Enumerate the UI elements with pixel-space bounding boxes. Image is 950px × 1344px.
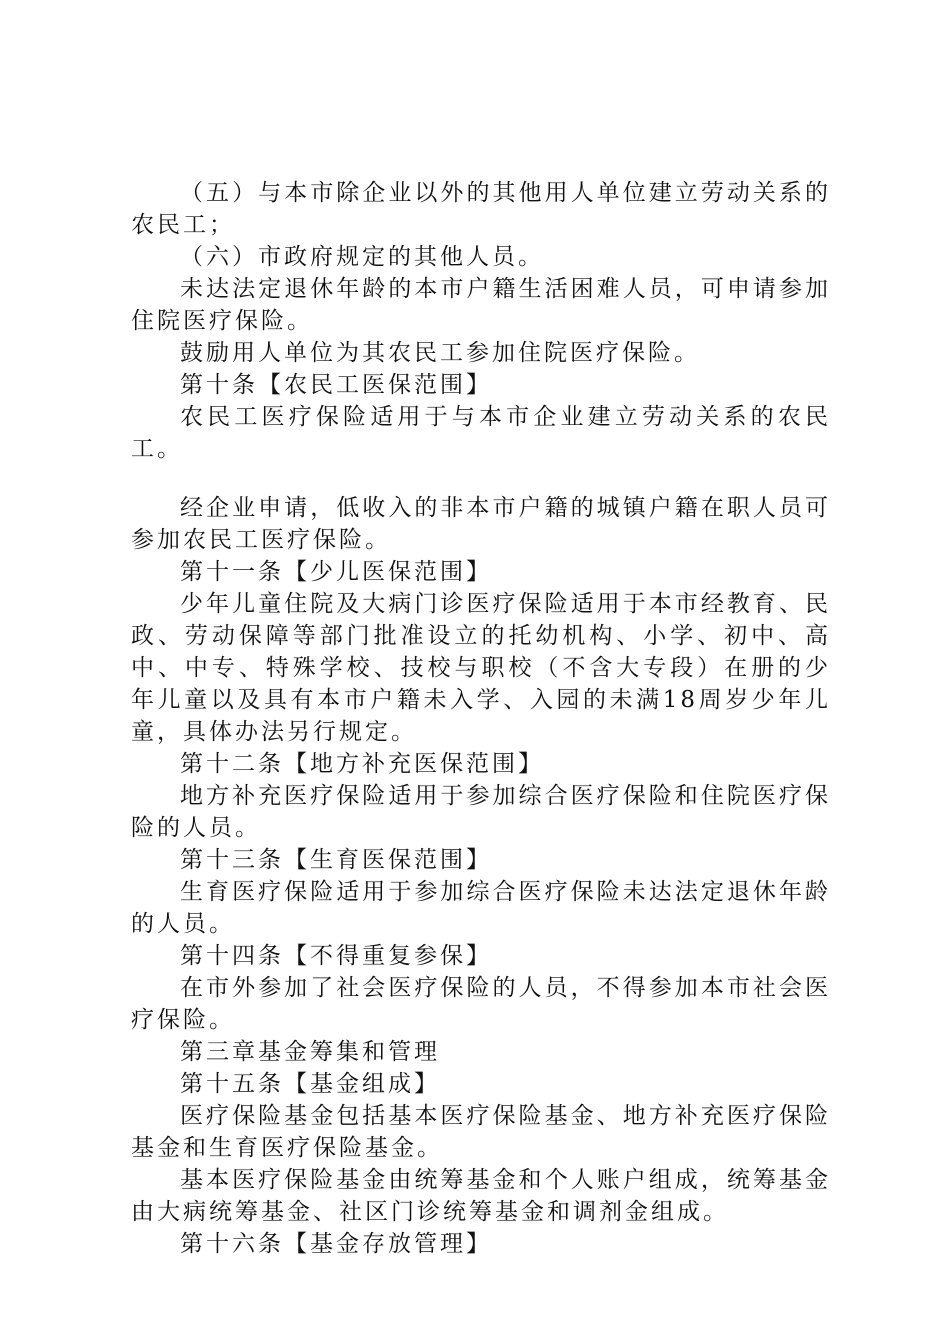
article-10-body: 农民工医疗保险适用于与本市企业建立劳动关系的农民工。 bbox=[131, 404, 831, 462]
article-15-body: 医疗保险基金包括基本医疗保险基金、地方补充医疗保险基金和生育医疗保险基金。 bbox=[131, 1103, 831, 1161]
article-10-body-2: 经企业申请，低收入的非本市户籍的城镇户籍在职人员可参加农民工医疗保险。 bbox=[131, 495, 831, 553]
article-16-heading: 第十六条【基金存放管理】 bbox=[180, 1231, 492, 1257]
paragraph-item-6: （六）市政府规定的其他人员。 bbox=[180, 244, 544, 270]
paragraph-gap bbox=[131, 465, 831, 492]
article-12-heading: 第十二条【地方补充医保范围】 bbox=[180, 751, 544, 777]
article-10-heading: 第十条【农民工医保范围】 bbox=[180, 372, 492, 398]
article-14-body: 在市外参加了社会医疗保险的人员，不得参加本市社会医疗保险。 bbox=[131, 975, 831, 1033]
article-13-body: 生育医疗保险适用于参加综合医疗保险未达法定退休年龄的人员。 bbox=[131, 879, 831, 937]
paragraph-hardship-residents: 未达法定退休年龄的本市户籍生活困难人员，可申请参加住院医疗保险。 bbox=[131, 276, 831, 334]
article-11-heading: 第十一条【少儿医保范围】 bbox=[180, 559, 492, 585]
article-13-heading: 第十三条【生育医保范围】 bbox=[180, 847, 492, 873]
paragraph-item-5: （五）与本市除企业以外的其他用人单位建立劳动关系的农民工； bbox=[131, 180, 831, 238]
paragraph-encourage-employers: 鼓励用人单位为其农民工参加住院医疗保险。 bbox=[180, 340, 700, 366]
article-12-body: 地方补充医疗保险适用于参加综合医疗保险和住院医疗保险的人员。 bbox=[131, 783, 831, 841]
article-15-body-2: 基本医疗保险基金由统筹基金和个人账户组成，统筹基金由大病统筹基金、社区门诊统筹基金和调剂金组成。 bbox=[131, 1167, 831, 1225]
article-11-body: 少年儿童住院及大病门诊医疗保险适用于本市经教育、民政、劳动保障等部门批准设立的托幼机构、小学、初中、高中、中专、特殊学校、技校与职校（不含大专段）在册的少年儿童以及具有本市户籍未入学、入园的未满18周岁少年儿童，具体办法另行规定。 bbox=[131, 591, 831, 745]
article-14-heading: 第十四条【不得重复参保】 bbox=[180, 943, 492, 969]
chapter-3-heading: 第三章基金筹集和管理 bbox=[180, 1039, 440, 1065]
document-body bbox=[131, 177, 831, 1260]
article-15-heading: 第十五条【基金组成】 bbox=[180, 1071, 440, 1097]
